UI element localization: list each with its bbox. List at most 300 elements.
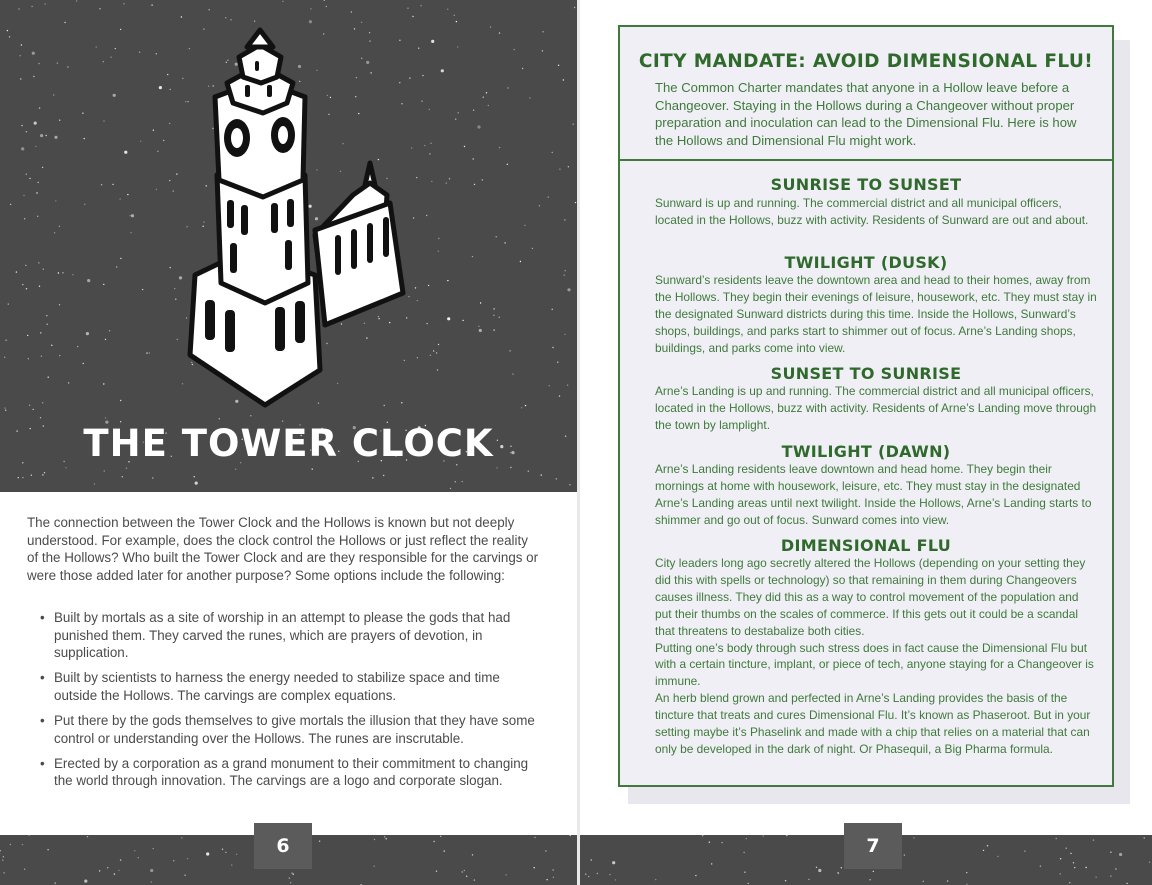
- star-speck: [557, 362, 558, 363]
- star-speck: [26, 288, 27, 289]
- star-speck: [0, 850, 1, 851]
- star-speck: [449, 178, 450, 179]
- star-speck: [567, 288, 570, 291]
- star-speck: [59, 304, 60, 305]
- star-speck: [33, 409, 34, 410]
- star-speck: [312, 468, 313, 469]
- star-speck: [549, 385, 550, 386]
- star-speck: [123, 3, 124, 4]
- star-speck: [254, 21, 255, 22]
- star-speck: [415, 287, 416, 288]
- star-speck: [44, 3, 45, 4]
- star-speck: [167, 74, 168, 75]
- sidebar-intro: The Common Charter mandates that anyone in a Hollow leave before a Changeover. Staying in the Hollows during a Changeover without proper preparation and inoculation can lead to the Dimensional Flu. Here is how the Hollows and Dimensional Flu might work.: [655, 80, 1077, 148]
- star-speck: [574, 7, 575, 8]
- star-speck: [29, 405, 30, 406]
- star-speck: [1073, 862, 1074, 863]
- star-speck: [559, 395, 560, 396]
- star-speck: [35, 146, 36, 147]
- star-speck: [110, 57, 111, 58]
- star-speck: [1060, 873, 1061, 874]
- star-speck: [546, 879, 547, 880]
- star-speck: [59, 355, 60, 356]
- star-speck: [5, 410, 6, 411]
- star-speck: [4, 407, 5, 408]
- star-speck: [235, 469, 236, 470]
- star-speck: [1085, 867, 1086, 868]
- star-speck: [464, 146, 465, 147]
- star-speck: [96, 46, 97, 47]
- star-speck: [206, 852, 209, 855]
- star-speck: [746, 838, 747, 839]
- star-speck: [120, 859, 121, 860]
- star-speck: [422, 75, 423, 76]
- right-page: [580, 0, 1152, 885]
- star-speck: [1110, 875, 1111, 876]
- star-speck: [455, 119, 456, 120]
- star-speck: [493, 329, 494, 330]
- star-speck: [47, 849, 48, 850]
- star-speck: [384, 836, 385, 837]
- star-speck: [48, 377, 49, 378]
- star-speck: [58, 272, 59, 273]
- star-speck: [808, 879, 809, 880]
- star-speck: [417, 357, 418, 358]
- star-speck: [114, 873, 115, 874]
- star-speck: [54, 232, 55, 233]
- star-speck: [987, 845, 988, 846]
- page-number: 7: [844, 823, 902, 869]
- star-speck: [124, 151, 127, 154]
- star-speck: [904, 854, 905, 855]
- star-speck: [499, 147, 500, 148]
- star-speck: [542, 50, 543, 51]
- intro-paragraph: The connection between the Tower Clock and the Hollows is known but not deeply understood. For example, does the clock control the Hollows or just reflect the reality of the Hollows? Who built the Tower Clock and are they responsible for the carvings or were those added later for another purpose? Some options include the following:: [27, 515, 539, 583]
- star-speck: [412, 16, 413, 17]
- star-speck: [10, 844, 11, 845]
- star-speck: [59, 226, 60, 227]
- star-speck: [26, 131, 27, 132]
- star-speck: [120, 258, 121, 259]
- star-speck: [490, 26, 491, 27]
- star-speck: [522, 68, 523, 69]
- star-speck: [2, 860, 3, 861]
- star-speck: [609, 874, 610, 875]
- star-speck: [156, 53, 157, 54]
- star-speck: [151, 4, 152, 5]
- list-item-text: Built by mortals as a site of worship in an attempt to please the gods that had punished them. They carved the runes, which are prayers of devotion, in supplication.: [54, 610, 511, 661]
- star-speck: [169, 123, 170, 124]
- list-item: [40, 609, 540, 662]
- star-speck: [32, 52, 35, 55]
- star-speck: [486, 92, 487, 93]
- star-speck: [3, 872, 4, 873]
- bullet-icon: •: [40, 610, 45, 625]
- star-speck: [57, 62, 58, 63]
- star-speck: [575, 202, 576, 203]
- star-speck: [22, 477, 23, 478]
- star-speck: [146, 352, 147, 353]
- star-speck: [479, 329, 482, 332]
- star-speck: [112, 184, 113, 185]
- star-speck: [446, 182, 447, 183]
- star-speck: [309, 20, 312, 23]
- star-speck: [282, 1, 283, 2]
- star-speck: [131, 214, 134, 217]
- star-speck: [563, 79, 564, 80]
- star-speck: [77, 346, 78, 347]
- star-speck: [170, 267, 171, 268]
- star-speck: [478, 326, 479, 327]
- star-speck: [84, 204, 85, 205]
- star-speck: [142, 289, 143, 290]
- section-text-dimensional-flu: City leaders long ago secretly altered the Hollows (depending on your setting they did this with spells or technology) so that remaining in them during Changeovers causes illness. They did this as a way to control movement of the population and put their thumbs on the scales of commerce. If this gets out it could be a scandal that threatens to destabalize both cities. Putting one’s body through such stress does in fact cause the Dimensional Flu but with a certain tincture, implant, or piece of tech, anyone staying for a Changeover is immune. An herb blend grown and perfected in Arne’s Landing provides the basis of the tincture that treats and cures Dimensional Flu. It’s known as Phaseroot. But in your setting maybe it’s Phaselink and made with a chip that relies on a material that can only be developed in the dark of night. Or Phasequil, a Big Pharma formula.: [655, 556, 1094, 756]
- star-speck: [40, 417, 41, 418]
- star-speck: [570, 835, 571, 836]
- star-speck: [65, 467, 66, 468]
- star-speck: [569, 484, 570, 485]
- star-speck: [118, 870, 119, 871]
- star-speck: [42, 167, 43, 168]
- star-speck: [87, 836, 88, 837]
- page-title: THE TOWER CLOCK: [83, 422, 494, 465]
- star-speck: [159, 86, 162, 89]
- page-number: 6: [254, 823, 312, 869]
- star-speck: [496, 236, 497, 237]
- bullet-icon: •: [40, 670, 45, 686]
- star-speck: [41, 356, 42, 357]
- star-speck: [67, 66, 68, 67]
- star-speck: [28, 358, 29, 359]
- star-speck: [51, 345, 52, 346]
- star-speck: [361, 22, 362, 23]
- star-speck: [103, 383, 104, 384]
- star-speck: [250, 415, 251, 416]
- hero-illustration: [0, 0, 577, 492]
- star-speck: [20, 55, 21, 56]
- star-speck: [187, 858, 188, 859]
- star-speck: [40, 134, 43, 137]
- star-speck: [16, 271, 17, 272]
- star-speck: [9, 36, 10, 37]
- star-speck: [509, 350, 510, 351]
- star-speck: [236, 854, 237, 855]
- star-speck: [763, 835, 764, 836]
- star-speck: [46, 135, 47, 136]
- star-speck: [138, 857, 139, 858]
- star-speck: [38, 262, 39, 263]
- star-speck: [105, 417, 106, 418]
- star-speck: [1126, 883, 1127, 884]
- star-speck: [510, 467, 511, 468]
- star-speck: [744, 872, 745, 873]
- star-speck: [130, 215, 131, 216]
- star-speck: [173, 860, 174, 861]
- star-speck: [923, 881, 924, 882]
- star-speck: [59, 120, 60, 121]
- star-speck: [786, 835, 787, 836]
- star-speck: [120, 29, 121, 30]
- star-speck: [291, 872, 292, 873]
- star-speck: [42, 402, 43, 403]
- star-speck: [431, 181, 432, 182]
- star-speck: [33, 76, 34, 77]
- list-item-text: Built by scientists to harness the energy needed to stabilize space and time outside the Hollows. The carvings are complex equations.: [54, 670, 500, 703]
- star-speck: [101, 184, 102, 185]
- star-speck: [564, 274, 565, 275]
- star-speck: [139, 52, 140, 53]
- star-speck: [841, 867, 842, 868]
- star-speck: [591, 859, 592, 860]
- star-speck: [152, 477, 153, 478]
- star-speck: [119, 198, 120, 199]
- star-speck: [55, 882, 56, 883]
- star-speck: [612, 861, 615, 864]
- star-speck: [351, 11, 352, 12]
- star-speck: [507, 164, 508, 165]
- star-speck: [103, 284, 104, 285]
- star-speck: [429, 109, 430, 110]
- star-speck: [588, 876, 589, 877]
- star-speck: [127, 194, 128, 195]
- star-speck: [29, 178, 30, 179]
- star-speck: [113, 94, 116, 97]
- section-text-twilight-dawn: Arne’s Landing residents leave downtown and head home. They begin their mornings at home with housework, leisure, etc. They must stay in the designated Arne’s Landing areas until next twilight. Inside the Hollows, Arne’s Landing starts to shimmer and go out of focus. Sunward comes into view.: [655, 462, 1092, 527]
- star-speck: [436, 871, 437, 872]
- star-speck: [520, 261, 521, 262]
- star-speck: [702, 835, 703, 836]
- star-speck: [72, 274, 73, 275]
- star-speck: [483, 97, 484, 98]
- star-speck: [1095, 877, 1096, 878]
- star-speck: [39, 286, 40, 287]
- star-speck: [529, 97, 530, 98]
- bullet-icon: •: [40, 755, 45, 771]
- star-speck: [40, 332, 41, 333]
- star-speck: [462, 871, 463, 872]
- star-speck: [524, 225, 525, 226]
- star-speck: [417, 300, 418, 301]
- star-speck: [436, 352, 437, 353]
- star-speck: [947, 880, 948, 881]
- star-speck: [458, 112, 459, 113]
- star-speck: [499, 317, 500, 318]
- star-speck: [53, 94, 54, 95]
- star-speck: [426, 215, 427, 216]
- star-speck: [573, 124, 574, 125]
- section-heading-sunset-to-sunrise: SUNSET TO SUNRISE: [770, 364, 962, 383]
- star-speck: [655, 879, 656, 880]
- list-item: [40, 712, 540, 747]
- star-speck: [87, 279, 90, 282]
- star-speck: [42, 474, 43, 475]
- star-speck: [310, 8, 311, 9]
- star-speck: [115, 48, 116, 49]
- star-speck: [474, 879, 475, 880]
- star-speck: [816, 867, 817, 868]
- star-speck: [134, 850, 135, 851]
- star-speck: [23, 195, 24, 196]
- star-speck: [1144, 837, 1145, 838]
- star-speck: [474, 184, 475, 185]
- star-speck: [565, 270, 566, 271]
- star-speck: [464, 870, 465, 871]
- star-speck: [534, 837, 535, 838]
- star-speck: [44, 472, 45, 473]
- star-speck: [38, 63, 39, 64]
- star-speck: [20, 78, 21, 79]
- star-speck: [107, 867, 108, 868]
- star-speck: [534, 867, 535, 868]
- star-speck: [181, 16, 182, 17]
- star-speck: [695, 875, 696, 876]
- star-speck: [326, 6, 327, 7]
- star-speck: [225, 17, 226, 18]
- options-list: [40, 609, 540, 797]
- list-item: [40, 755, 540, 790]
- star-speck: [374, 866, 375, 867]
- star-speck: [27, 335, 28, 336]
- star-speck: [564, 219, 565, 220]
- star-speck: [444, 850, 445, 851]
- star-speck: [966, 872, 967, 873]
- star-speck: [983, 850, 984, 851]
- section-heading-twilight-dawn: TWILIGHT (DAWN): [781, 442, 951, 461]
- star-speck: [514, 49, 515, 50]
- star-speck: [521, 407, 522, 408]
- star-speck: [82, 113, 83, 114]
- star-speck: [130, 232, 131, 233]
- star-speck: [1119, 853, 1122, 856]
- star-speck: [386, 838, 387, 839]
- star-speck: [493, 308, 494, 309]
- star-speck: [25, 265, 26, 266]
- star-speck: [153, 130, 154, 131]
- star-speck: [420, 5, 421, 6]
- star-speck: [31, 6, 32, 7]
- star-speck: [418, 48, 419, 49]
- star-speck: [103, 61, 104, 62]
- star-speck: [1069, 882, 1070, 883]
- star-speck: [62, 272, 63, 273]
- star-speck: [541, 474, 542, 475]
- star-speck: [559, 169, 560, 170]
- star-speck: [39, 107, 40, 108]
- star-speck: [539, 205, 540, 206]
- star-speck: [84, 138, 85, 139]
- star-speck: [493, 315, 494, 316]
- list-item-text: Erected by a corporation as a grand monument to their commitment to changing the world through innovation. The carvings are a logo and corporate slogan.: [54, 755, 529, 789]
- star-speck: [105, 339, 106, 340]
- star-speck: [150, 869, 153, 872]
- star-speck: [552, 309, 553, 310]
- star-speck: [473, 110, 474, 111]
- star-speck: [437, 369, 438, 370]
- star-speck: [3, 856, 4, 857]
- star-speck: [456, 21, 457, 22]
- star-speck: [94, 483, 95, 484]
- section-text-twilight-dusk: Sunward’s residents leave the downtown area and head to their homes, away from the Hollows. They begin their evenings of leisure, housework, etc. They must stay in the designated Sunward districts during this time. Inside the Hollows, Sunward’s shops, buildings, and parks start to shimmer out of focus. Arne’s Landing shops, buildings, and parks come into view.: [655, 273, 1097, 355]
- star-speck: [153, 848, 154, 849]
- star-speck: [424, 145, 425, 146]
- star-speck: [1093, 839, 1094, 840]
- mandate-sidebar: [618, 25, 1114, 787]
- star-speck: [24, 869, 25, 870]
- star-speck: [472, 256, 473, 257]
- star-speck: [506, 874, 507, 875]
- star-speck: [552, 347, 553, 348]
- star-speck: [1060, 858, 1061, 859]
- star-speck: [22, 844, 23, 845]
- star-speck: [748, 883, 749, 884]
- star-speck: [181, 837, 182, 838]
- star-speck: [374, 839, 375, 840]
- section-heading-twilight-dusk: TWILIGHT (DUSK): [784, 253, 948, 272]
- star-speck: [83, 363, 84, 364]
- star-speck: [447, 280, 448, 281]
- star-speck: [454, 15, 455, 16]
- star-speck: [7, 30, 8, 31]
- star-speck: [122, 476, 123, 477]
- star-speck: [433, 841, 434, 842]
- star-speck: [499, 32, 500, 33]
- star-speck: [76, 0, 77, 1]
- star-speck: [46, 315, 47, 316]
- star-speck: [29, 835, 30, 836]
- star-speck: [507, 87, 508, 88]
- star-speck: [457, 46, 458, 47]
- star-speck: [293, 874, 294, 875]
- star-speck: [10, 204, 11, 205]
- star-speck: [532, 248, 533, 249]
- star-speck: [496, 467, 497, 468]
- star-speck: [480, 302, 481, 303]
- star-speck: [54, 136, 57, 139]
- star-speck: [169, 180, 170, 181]
- star-speck: [504, 242, 505, 243]
- star-speck: [157, 151, 158, 152]
- star-speck: [818, 869, 821, 872]
- star-speck: [184, 875, 185, 876]
- star-speck: [68, 382, 69, 383]
- star-speck: [1066, 848, 1067, 849]
- star-speck: [482, 179, 483, 180]
- star-speck: [430, 355, 431, 356]
- section-heading-sunrise-to-sunset: SUNRISE TO SUNSET: [770, 175, 962, 194]
- star-speck: [430, 143, 431, 144]
- star-speck: [151, 881, 152, 882]
- star-speck: [103, 120, 104, 121]
- star-speck: [1110, 852, 1111, 853]
- section-text-sunrise-to-sunset: Sunward is up and running. The commercial district and all municipal officers, located in the Hollows, buzz with activity. Residents of Sunward are out and about.: [655, 196, 1089, 227]
- star-speck: [22, 284, 23, 285]
- star-speck: [426, 323, 427, 324]
- star-speck: [512, 373, 513, 374]
- star-speck: [615, 879, 616, 880]
- star-speck: [170, 89, 171, 90]
- star-speck: [525, 405, 526, 406]
- star-speck: [473, 158, 474, 159]
- star-speck: [109, 330, 110, 331]
- star-speck: [462, 320, 463, 321]
- star-speck: [438, 251, 439, 252]
- star-speck: [1024, 850, 1025, 851]
- star-speck: [1056, 838, 1057, 839]
- star-speck: [564, 334, 565, 335]
- star-speck: [548, 196, 549, 197]
- star-speck: [552, 869, 553, 870]
- star-speck: [194, 476, 195, 477]
